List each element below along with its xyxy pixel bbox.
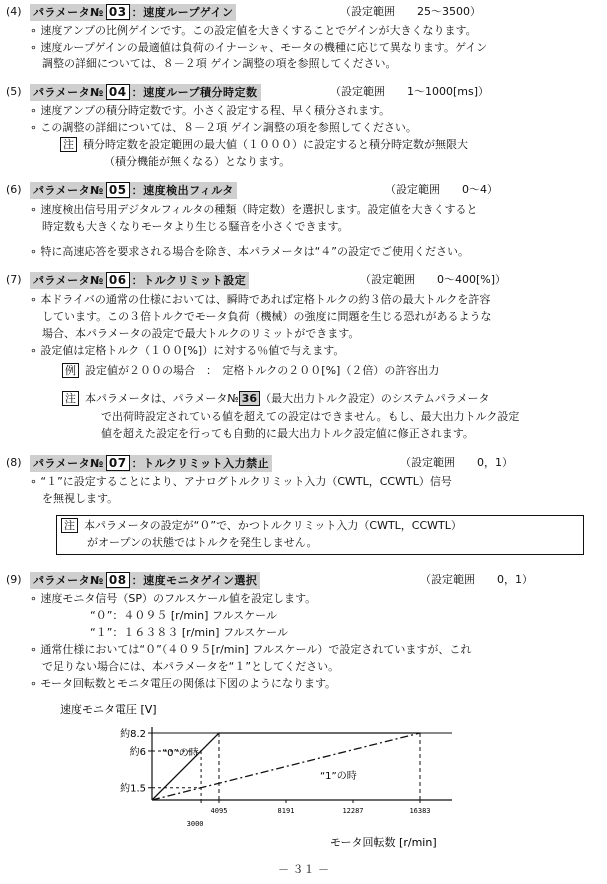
note-line: がオープンの状態ではトルクを発生しません。 bbox=[87, 536, 318, 549]
text-line: ∘ モータ回転数とモニタ電圧の関係は下図のようになります。 bbox=[30, 677, 337, 690]
series-label-1: “1”の時 bbox=[320, 771, 357, 782]
x-tick-label: 4095 bbox=[210, 807, 228, 815]
y-tick-label: 約6 bbox=[129, 746, 146, 758]
setting-range: （設定範囲 0，1） bbox=[420, 573, 533, 586]
note-line: 値を超えた設定を行っても自動的に最大出力トルク設定値に修正されます。 bbox=[101, 427, 474, 440]
text-line: 場合、本パラメータの設定で最大トルクのリミットができます。 bbox=[42, 327, 360, 340]
section-number: (8) bbox=[6, 456, 22, 469]
section-number: (4) bbox=[6, 5, 22, 18]
setting-range: （設定範囲 0～4） bbox=[385, 183, 498, 196]
param-title: パラメータ№ 03 ：速度ループゲイン bbox=[30, 4, 236, 21]
setting-range: （設定範囲 0～400[%]） bbox=[360, 273, 507, 286]
param-number-box: 04 bbox=[106, 84, 130, 100]
page-number: － ３１ － bbox=[278, 863, 329, 876]
text-line: ∘ 本ドライバの通常の仕様においては、瞬時であれば定格トルクの約３倍の最大トルクを許容 bbox=[30, 293, 491, 306]
param-number-box: 07 bbox=[106, 455, 130, 471]
note-tag: 注 bbox=[60, 137, 77, 152]
param-title: パラメータ№ 08 ：速度モニタゲイン選択 bbox=[30, 572, 260, 589]
text-line: しています。この３倍トルクでモータ負荷（機械）の強度に問題を生じる恐れがあるような bbox=[42, 310, 492, 323]
note-box bbox=[56, 515, 584, 555]
text-line: ∘ 通常仕様においては“０”（４０９５[r/min] フルスケール）で設定されていますが、これ bbox=[30, 643, 472, 656]
text-line: ∘ 速度ループゲインの最適値は負荷のイナーシャ、モータの機種に応じて異なります。ゲイン bbox=[30, 41, 488, 54]
param-title: パラメータ№ 06 ：トルクリミット設定 bbox=[30, 272, 249, 289]
note-line: 注 本パラメータの設定が“０”で、かつトルクリミット入力（CWTL，CCWTL） bbox=[61, 518, 462, 534]
text-line: ∘ 設定値は定格トルク（１００[%]）に対する％値で与えます。 bbox=[30, 344, 345, 357]
param-title: パラメータ№ 07 ：トルクリミット入力禁止 bbox=[30, 455, 272, 472]
param-number-box: 03 bbox=[106, 4, 130, 20]
setting-range: （設定範囲 0，1） bbox=[400, 456, 513, 469]
note-line: で出荷時設定されている値を超えての設定はできません。もし、最大出力トルク設定 bbox=[101, 410, 520, 423]
param-ref-box: 36 bbox=[239, 391, 260, 406]
example-tag: 例 bbox=[62, 363, 79, 378]
param-number-box: 05 bbox=[106, 182, 130, 198]
x-tick-label: 16383 bbox=[409, 807, 431, 815]
text-line: ∘ 速度モニタ信号（SP）のフルスケール値を設定します。 bbox=[30, 592, 317, 605]
note-tag: 注 bbox=[61, 518, 78, 533]
section-number: (7) bbox=[6, 273, 22, 286]
text-line: ∘ 速度検出信号用デジタルフィルタの種類（時定数）を選択します。設定値を大きくすると bbox=[30, 203, 478, 216]
text-line: を無視します。 bbox=[42, 492, 119, 505]
section-number: (9) bbox=[6, 573, 22, 586]
x-tick-label: 12287 bbox=[342, 807, 364, 815]
example-line: 例 設定値が２００の場合 ： 定格トルクの２００[%]（２倍）の許容出力 bbox=[62, 363, 439, 379]
text-line: “１”：１６３８３ [r/min] フルスケール bbox=[90, 626, 288, 639]
x-tick-label: 3000 bbox=[186, 820, 204, 828]
y-tick-label: 約1.5 bbox=[120, 783, 146, 795]
text-line: ∘ 速度アンプの比例ゲインです。この設定値を大きくすることでゲインが大きくなります。 bbox=[30, 24, 477, 37]
param-title: パラメータ№ 04 ：速度ループ積分時定数 bbox=[30, 84, 261, 101]
x-axis-label: モータ回転数 [r/min] bbox=[330, 836, 437, 849]
x-tick-label: 8191 bbox=[277, 807, 295, 815]
series-line-1 bbox=[152, 733, 420, 800]
setting-range: （設定範囲 1～1000[ms]） bbox=[330, 85, 490, 98]
text-line: ∘ 特に高速応答を要求される場合を除き、本パラメータは“４”の設定でご使用ください。 bbox=[30, 245, 470, 258]
text-line: ∘ 速度アンプの積分時定数です。小さく設定する程、早く積分されます。 bbox=[30, 104, 391, 117]
series-line-0 bbox=[152, 733, 420, 800]
param-number-box: 06 bbox=[106, 272, 130, 288]
text-line: ∘ この調整の詳細については、８－２項 ゲイン調整の項を参照してください。 bbox=[30, 121, 417, 134]
note-line: 注 本パラメータは、パラメータ№ 36 （最大出力トルク設定）のシステムパラメータ bbox=[62, 391, 489, 407]
param-title: パラメータ№ 05 ：速度検出フィルタ bbox=[30, 182, 237, 199]
param-number-box: 08 bbox=[106, 572, 130, 588]
text-line: で足りない場合には、本パラメータを“１”としてください。 bbox=[42, 660, 340, 673]
text-line: 時定数も大きくなりモータより生じる騒音を小さくできます。 bbox=[42, 220, 349, 233]
series-label-0: “0”の時 bbox=[162, 748, 199, 759]
note-line: 注 積分時定数を設定範囲の最大値（１０００）に設定すると積分時定数が無限大 bbox=[60, 137, 468, 153]
note-tag: 注 bbox=[62, 391, 79, 406]
note-line: （積分機能が無くなる）となります。 bbox=[104, 155, 291, 168]
section-number: (6) bbox=[6, 183, 22, 196]
y-axis-label: 速度モニタ電圧 [V] bbox=[60, 703, 157, 716]
y-tick-label: 約8.2 bbox=[120, 729, 146, 740]
section-number: (5) bbox=[6, 85, 22, 98]
text-line: “０”：４０９５ [r/min] フルスケール bbox=[90, 609, 277, 622]
text-line: 調整の詳細については、８－２項 ゲイン調整の項を参照してください。 bbox=[42, 57, 397, 70]
setting-range: （設定範囲 25～3500） bbox=[340, 5, 481, 18]
text-line: ∘ “１”に設定することにより、アナログトルクリミット入力（CWTL，CCWTL）信号 bbox=[30, 475, 452, 488]
